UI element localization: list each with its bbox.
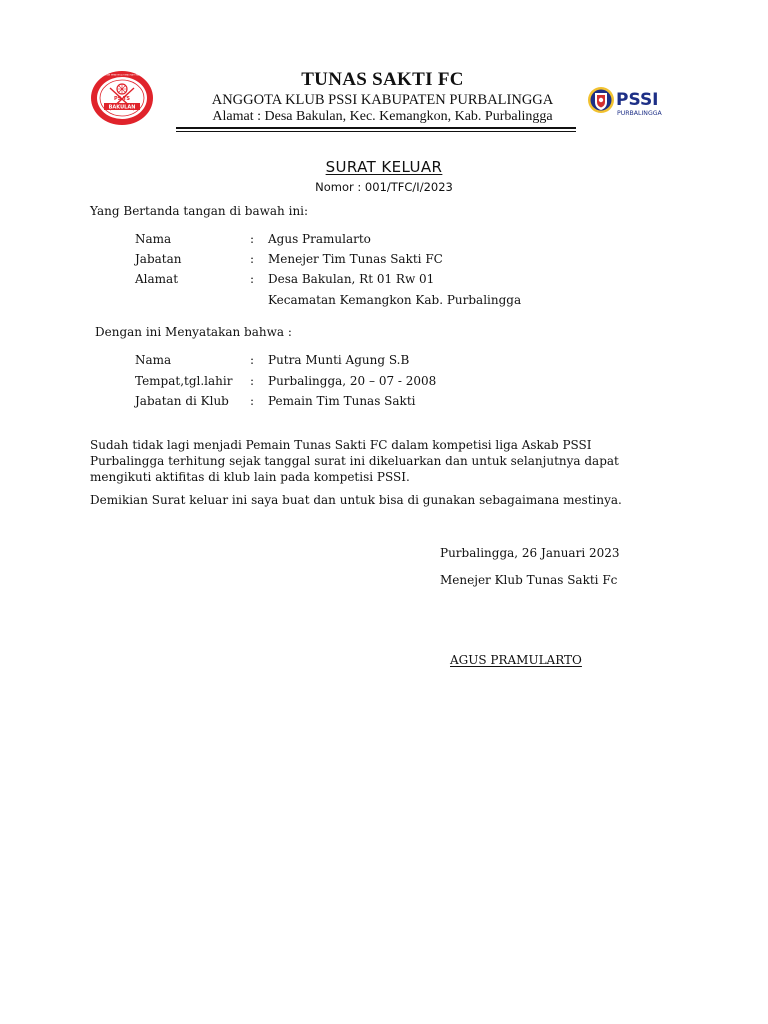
document-number: Nomor : 001/TFC/I/2023 bbox=[315, 180, 453, 194]
sign-role: Menejer Klub Tunas Sakti Fc bbox=[440, 573, 618, 587]
pssi-region: PURBALINGGA bbox=[617, 110, 662, 117]
club-name: TUNAS SAKTI FC bbox=[301, 69, 464, 90]
pssi-brand: PSSI bbox=[616, 90, 659, 110]
signer-value-address-line2: Kecamatan Kemangkon Kab. Purbalingga bbox=[268, 293, 522, 307]
player-label-role: Jabatan di Klub bbox=[135, 394, 229, 408]
document-title bbox=[0, 158, 768, 176]
body-line: mengikuti aktifitas di klub lain pada kompetisi PSSI. bbox=[90, 470, 410, 484]
player-value-birth: Purbalingga, 20 – 07 - 2008 bbox=[268, 374, 437, 388]
body-line: Purbalingga terhitung sejak tanggal surat ini dikeluarkan dan untuk selanjutnya dapat bbox=[90, 454, 619, 468]
signer-label-position: Jabatan bbox=[135, 252, 182, 266]
signer-colon-address: : bbox=[250, 272, 255, 286]
signer-colon-position: : bbox=[250, 252, 255, 266]
header-divider-thin bbox=[176, 131, 576, 132]
player-value-name: Putra Munti Agung S.B bbox=[268, 353, 410, 367]
player-colon-role: : bbox=[250, 394, 255, 408]
player-label-name: Nama bbox=[135, 353, 172, 367]
signer-value-position: Menejer Tim Tunas Sakti FC bbox=[268, 252, 443, 266]
logo-text-band: BAKULAN bbox=[108, 104, 136, 111]
logo-text-ring: PERSATUAN SEPAK BOLA TUNAS SAKTI BAKULAN bbox=[98, 74, 146, 77]
signer-label-name: Nama bbox=[135, 232, 172, 246]
document-title-text: SURAT KELUAR bbox=[325, 158, 443, 176]
club-subtitle: ANGGOTA KLUB PSSI KABUPATEN PURBALINGGA bbox=[211, 92, 554, 108]
player-value-role: Pemain Tim Tunas Sakti bbox=[268, 394, 416, 408]
signer-label-address: Alamat bbox=[135, 272, 179, 286]
club-crest-icon bbox=[90, 70, 154, 126]
sign-name: AGUS PRAMULARTO bbox=[450, 653, 582, 667]
player-colon-birth: : bbox=[250, 374, 255, 388]
signer-colon-name: : bbox=[250, 232, 255, 246]
body-line: Sudah tidak lagi menjadi Pemain Tunas Sakti FC dalam kompetisi liga Askab PSSI bbox=[90, 438, 592, 452]
header-divider-thick bbox=[176, 127, 576, 129]
place-date: Purbalingga, 26 Januari 2023 bbox=[440, 546, 620, 560]
player-colon-name: : bbox=[250, 353, 255, 367]
club-address: Alamat : Desa Bakulan, Kec. Kemangkon, Kab. Purbalingga bbox=[212, 109, 553, 124]
signer-value-name: Agus Pramularto bbox=[268, 232, 371, 246]
body-paragraph bbox=[90, 437, 690, 485]
intro-text: Yang Bertanda tangan di bawah ini: bbox=[90, 204, 309, 218]
pssi-emblem-icon bbox=[586, 78, 664, 122]
logo-text-mid: PS TS bbox=[113, 96, 131, 102]
player-label-birth: Tempat,tgl.lahir bbox=[135, 374, 233, 388]
declaration-text: Dengan ini Menyatakan bahwa : bbox=[95, 325, 292, 339]
closing-text: Demikian Surat keluar ini saya buat dan untuk bisa di gunakan sebagaimana mestinya. bbox=[90, 493, 622, 507]
signer-value-address: Desa Bakulan, Rt 01 Rw 01 bbox=[268, 272, 435, 286]
